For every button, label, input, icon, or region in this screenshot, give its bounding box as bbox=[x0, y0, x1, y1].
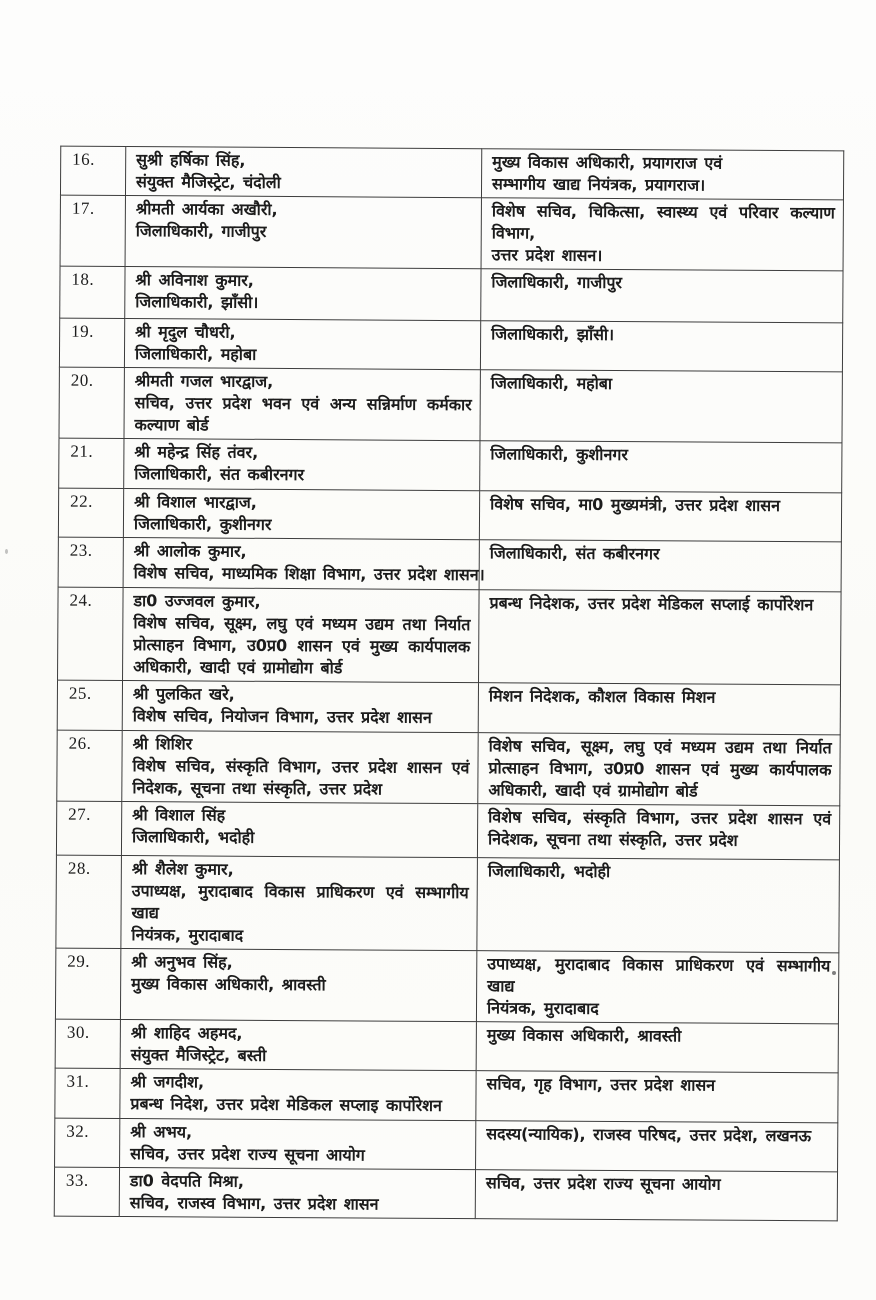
text-line: मुख्य विकास अधिकारी, प्रयागराज एवं bbox=[492, 152, 723, 173]
name-cell bbox=[124, 319, 480, 370]
serial-cell: 19. bbox=[59, 318, 124, 367]
text-line: जिलाधिकारी, संत कबीरनगर bbox=[134, 464, 305, 485]
text-line: सचिव, राजस्व विभाग, उत्तर प्रदेश शासन bbox=[129, 1193, 379, 1214]
serial-cell: 26. bbox=[57, 730, 122, 801]
name-cell bbox=[119, 1167, 475, 1218]
text-line: श्रीमती गजल भारद्वाज, bbox=[134, 371, 274, 391]
name-cell bbox=[120, 949, 476, 1022]
serial-cell: 28. bbox=[56, 855, 122, 948]
serial-cell: 25. bbox=[57, 680, 122, 730]
name-cell bbox=[122, 731, 478, 804]
text-line: सचिव, उत्तर प्रदेश राज्य सूचना आयोग bbox=[130, 1144, 365, 1165]
posting-cell bbox=[475, 1170, 837, 1221]
text-line: श्रीमती आर्यका अखौरी, bbox=[135, 199, 278, 219]
serial-cell: 20. bbox=[59, 367, 124, 438]
text-line: विशेष सचिव, नियोजन विभाग, उत्तर प्रदेश शासन bbox=[132, 706, 432, 727]
text-line: मुख्य विकास अधिकारी, श्रावस्ती bbox=[486, 1025, 682, 1046]
posting-cell bbox=[477, 804, 839, 860]
text-line: श्री विशाल सिंह bbox=[132, 805, 226, 825]
text-line: डा0 उज्जवल कुमार, bbox=[133, 591, 261, 611]
name-cell bbox=[123, 489, 479, 540]
scan-speck bbox=[832, 971, 836, 975]
text-line: विशेष सचिव, मा0 मुख्यमंत्री, उत्तर प्रदेश शासन bbox=[490, 494, 781, 516]
posting-cell bbox=[480, 441, 842, 493]
text-line: श्री अभय, bbox=[130, 1122, 193, 1142]
text-line: नियंत्रक, मुरादाबाद bbox=[131, 925, 244, 945]
serial-cell: 29. bbox=[55, 948, 120, 1019]
posting-cell bbox=[479, 540, 841, 592]
text-line: श्री मृदुल चौधरी, bbox=[135, 322, 236, 342]
text-line: अधिकारी, खादी एवं ग्रामोद्योग बोर्ड bbox=[488, 780, 698, 801]
text-line: सुश्री हर्षिका सिंह, bbox=[136, 150, 246, 170]
serial-cell: 16. bbox=[60, 146, 125, 195]
posting-cell bbox=[481, 149, 843, 200]
text-line: विशेष सचिव, संस्कृति विभाग, उत्तर प्रदेश शासन एवं bbox=[132, 756, 470, 778]
name-cell bbox=[125, 267, 481, 321]
table-row bbox=[60, 266, 843, 323]
text-line: उत्तर प्रदेश शासन। bbox=[491, 245, 603, 265]
name-cell bbox=[125, 147, 481, 198]
posting-cell bbox=[476, 951, 838, 1024]
serial-cell: 27. bbox=[56, 801, 121, 855]
name-cell bbox=[122, 681, 478, 733]
transfer-table-body bbox=[54, 146, 844, 1221]
text-line: श्री शैलेश कुमार, bbox=[131, 859, 234, 879]
text-line: प्रबन्ध निदेश, उत्तर प्रदेश मेडिकल सप्लाइ कार्पोरेशन bbox=[130, 1094, 443, 1115]
serial-cell: 33. bbox=[54, 1167, 119, 1216]
table-row bbox=[56, 855, 840, 953]
text-line: श्री पुलकित खरे, bbox=[132, 684, 235, 704]
name-cell bbox=[121, 802, 477, 858]
text-line: नियंत्रक, मुरादाबाद bbox=[486, 998, 599, 1018]
text-line: जिलाधिकारी, भदोही bbox=[487, 861, 611, 881]
text-line: विशेष सचिव, संस्कृति विभाग, उत्तर प्रदेश शासन एवं bbox=[488, 807, 832, 829]
serial-cell: 23. bbox=[58, 537, 123, 587]
table-row bbox=[57, 680, 840, 735]
text-line: जिलाधिकारी, कुशीनगर bbox=[490, 444, 628, 465]
serial-cell: 24. bbox=[58, 587, 124, 680]
name-cell bbox=[120, 1069, 476, 1121]
text-line: जिलाधिकारी, महोबा bbox=[490, 373, 613, 393]
posting-cell bbox=[479, 491, 841, 542]
table-row bbox=[54, 1167, 837, 1221]
table-row bbox=[55, 1019, 838, 1073]
text-line: प्रोत्साहन विभाग, उ0प्र0 शासन एवं मुख्य कार्यपालक bbox=[488, 758, 832, 780]
table-row bbox=[59, 318, 842, 372]
text-line: सचिव, उत्तर प्रदेश राज्य सूचना आयोग bbox=[485, 1173, 721, 1194]
text-line: विशेष सचिव, सूक्ष्म, लघु एवं मध्यम उद्यम तथा निर्यात bbox=[488, 736, 832, 758]
name-cell bbox=[125, 196, 481, 269]
text-line: कल्याण बोर्ड bbox=[134, 415, 209, 435]
text-line: जिलाधिकारी, भदोही bbox=[132, 827, 255, 847]
table-row bbox=[59, 367, 842, 443]
text-line: श्री अनुभव सिंह, bbox=[131, 952, 233, 972]
text-line: सदस्य(न्यायिक), राजस्व परिषद, उत्तर प्रदेश, लखनऊ bbox=[486, 1124, 812, 1146]
text-line: मिशन निदेशक, कौशल विकास मिशन bbox=[488, 686, 716, 707]
text-line: श्री विशाल भारद्वाज, bbox=[134, 492, 257, 512]
posting-cell bbox=[478, 733, 840, 806]
posting-cell bbox=[479, 590, 842, 685]
posting-cell bbox=[476, 1022, 838, 1073]
serial-cell: 18. bbox=[60, 266, 125, 318]
name-cell bbox=[123, 588, 480, 683]
table-row bbox=[55, 1118, 838, 1172]
name-cell bbox=[124, 439, 480, 491]
posting-cell bbox=[481, 198, 843, 271]
text-line: जिलाधिकारी, गाजीपुर bbox=[491, 272, 623, 293]
text-line: विशेष सचिव, चिकित्सा, स्वास्थ्य एवं परिवार कल्याण विभाग, bbox=[491, 201, 835, 243]
text-line: श्री आलोक कुमार, bbox=[133, 541, 247, 561]
name-cell bbox=[123, 538, 485, 590]
table-row bbox=[59, 438, 842, 493]
serial-cell: 32. bbox=[55, 1118, 120, 1167]
text-line: संयुक्त मैजिस्ट्रेट, बस्ती bbox=[130, 1045, 267, 1065]
text-line: मुख्य विकास अधिकारी, श्रावस्ती bbox=[131, 974, 326, 995]
posting-cell bbox=[478, 683, 840, 735]
text-line: उपाध्यक्ष, मुरादाबाद विकास प्राधिकरण एवं सम्भागीय खाद्य bbox=[131, 881, 469, 923]
text-line: सचिव, गृह विभाग, उत्तर प्रदेश शासन bbox=[486, 1074, 716, 1095]
text-line: डा0 वेदपति मिश्रा, bbox=[129, 1171, 244, 1191]
posting-cell bbox=[476, 1121, 838, 1172]
text-line: जिलाधिकारी, महोबा bbox=[134, 344, 257, 364]
text-line: जिलाधिकारी, झाँसी। bbox=[491, 324, 615, 345]
posting-cell bbox=[481, 269, 843, 323]
serial-cell: 22. bbox=[58, 488, 123, 537]
text-line: प्रबन्ध निदेशक, उत्तर प्रदेश मेडिकल सप्लाई कार्पोरेशन bbox=[489, 593, 814, 615]
transfer-table-wrap bbox=[54, 146, 844, 1222]
text-line: अधिकारी, खादी एवं ग्रामोद्योग बोर्ड bbox=[133, 657, 343, 678]
text-line: निदेशक, सूचना तथा संस्कृति, उत्तर प्रदेश bbox=[487, 829, 738, 850]
table-row bbox=[56, 801, 839, 860]
text-line: जिलाधिकारी, गाजीपुर bbox=[135, 221, 267, 241]
text-line: श्री अविनाश कुमार, bbox=[135, 270, 254, 290]
text-line: श्री जगदीश, bbox=[130, 1072, 205, 1092]
text-line: जिलाधिकारी, संत कबीरनगर bbox=[489, 543, 660, 564]
scan-speck bbox=[5, 549, 8, 554]
text-line: निदेशक, सूचना तथा संस्कृति, उत्तर प्रदेश bbox=[132, 778, 383, 799]
serial-cell: 30. bbox=[55, 1019, 120, 1068]
text-line: श्री शिशिर bbox=[132, 734, 193, 754]
text-line: सचिव, उत्तर प्रदेश भवन एवं अन्य सन्निर्माण कर्मकार bbox=[134, 393, 472, 415]
posting-cell bbox=[476, 1071, 838, 1123]
text-line: विशेष सचिव, सूक्ष्म, लघु एवं मध्यम उद्यम तथा निर्यात bbox=[133, 613, 471, 635]
name-cell bbox=[120, 1020, 476, 1071]
table-row bbox=[60, 146, 843, 200]
text-line: जिलाधिकारी, कुशीनगर bbox=[133, 514, 272, 534]
text-line: विशेष सचिव, माध्यमिक शिक्षा विभाग, उत्तर प्रदेश शासन। bbox=[133, 563, 485, 585]
table-row bbox=[55, 948, 838, 1024]
text-line: उपाध्यक्ष, मुरादाबाद विकास प्राधिकरण एवं सम्भागीय खाद्य bbox=[487, 954, 831, 996]
table-row bbox=[58, 537, 841, 592]
table-row bbox=[60, 195, 843, 271]
table-row bbox=[58, 587, 842, 685]
text-line: श्री शाहिद अहमद, bbox=[130, 1023, 243, 1043]
text-line: सम्भागीय खाद्य नियंत्रक, प्रयागराज। bbox=[491, 174, 706, 195]
name-cell bbox=[121, 856, 478, 951]
name-cell bbox=[120, 1119, 476, 1170]
text-line: श्री महेन्द्र सिंह तंवर, bbox=[134, 442, 259, 462]
serial-cell: 17. bbox=[60, 195, 125, 266]
text-line: प्रोत्साहन विभाग, उ0प्र0 शासन एवं मुख्य कार्यपालक bbox=[133, 635, 471, 657]
table-row bbox=[58, 488, 841, 542]
table-row bbox=[55, 1068, 838, 1123]
text-line: जिलाधिकारी, झाँसी। bbox=[135, 292, 259, 312]
name-cell bbox=[124, 368, 480, 441]
posting-cell bbox=[480, 370, 842, 443]
transfer-table bbox=[54, 146, 845, 1222]
serial-cell: 31. bbox=[55, 1068, 120, 1118]
posting-cell bbox=[480, 321, 842, 372]
posting-cell bbox=[477, 858, 840, 953]
text-line: संयुक्त मैजिस्ट्रेट, चंदोली bbox=[136, 172, 281, 192]
table-row bbox=[57, 730, 840, 806]
serial-cell: 21. bbox=[59, 438, 124, 488]
